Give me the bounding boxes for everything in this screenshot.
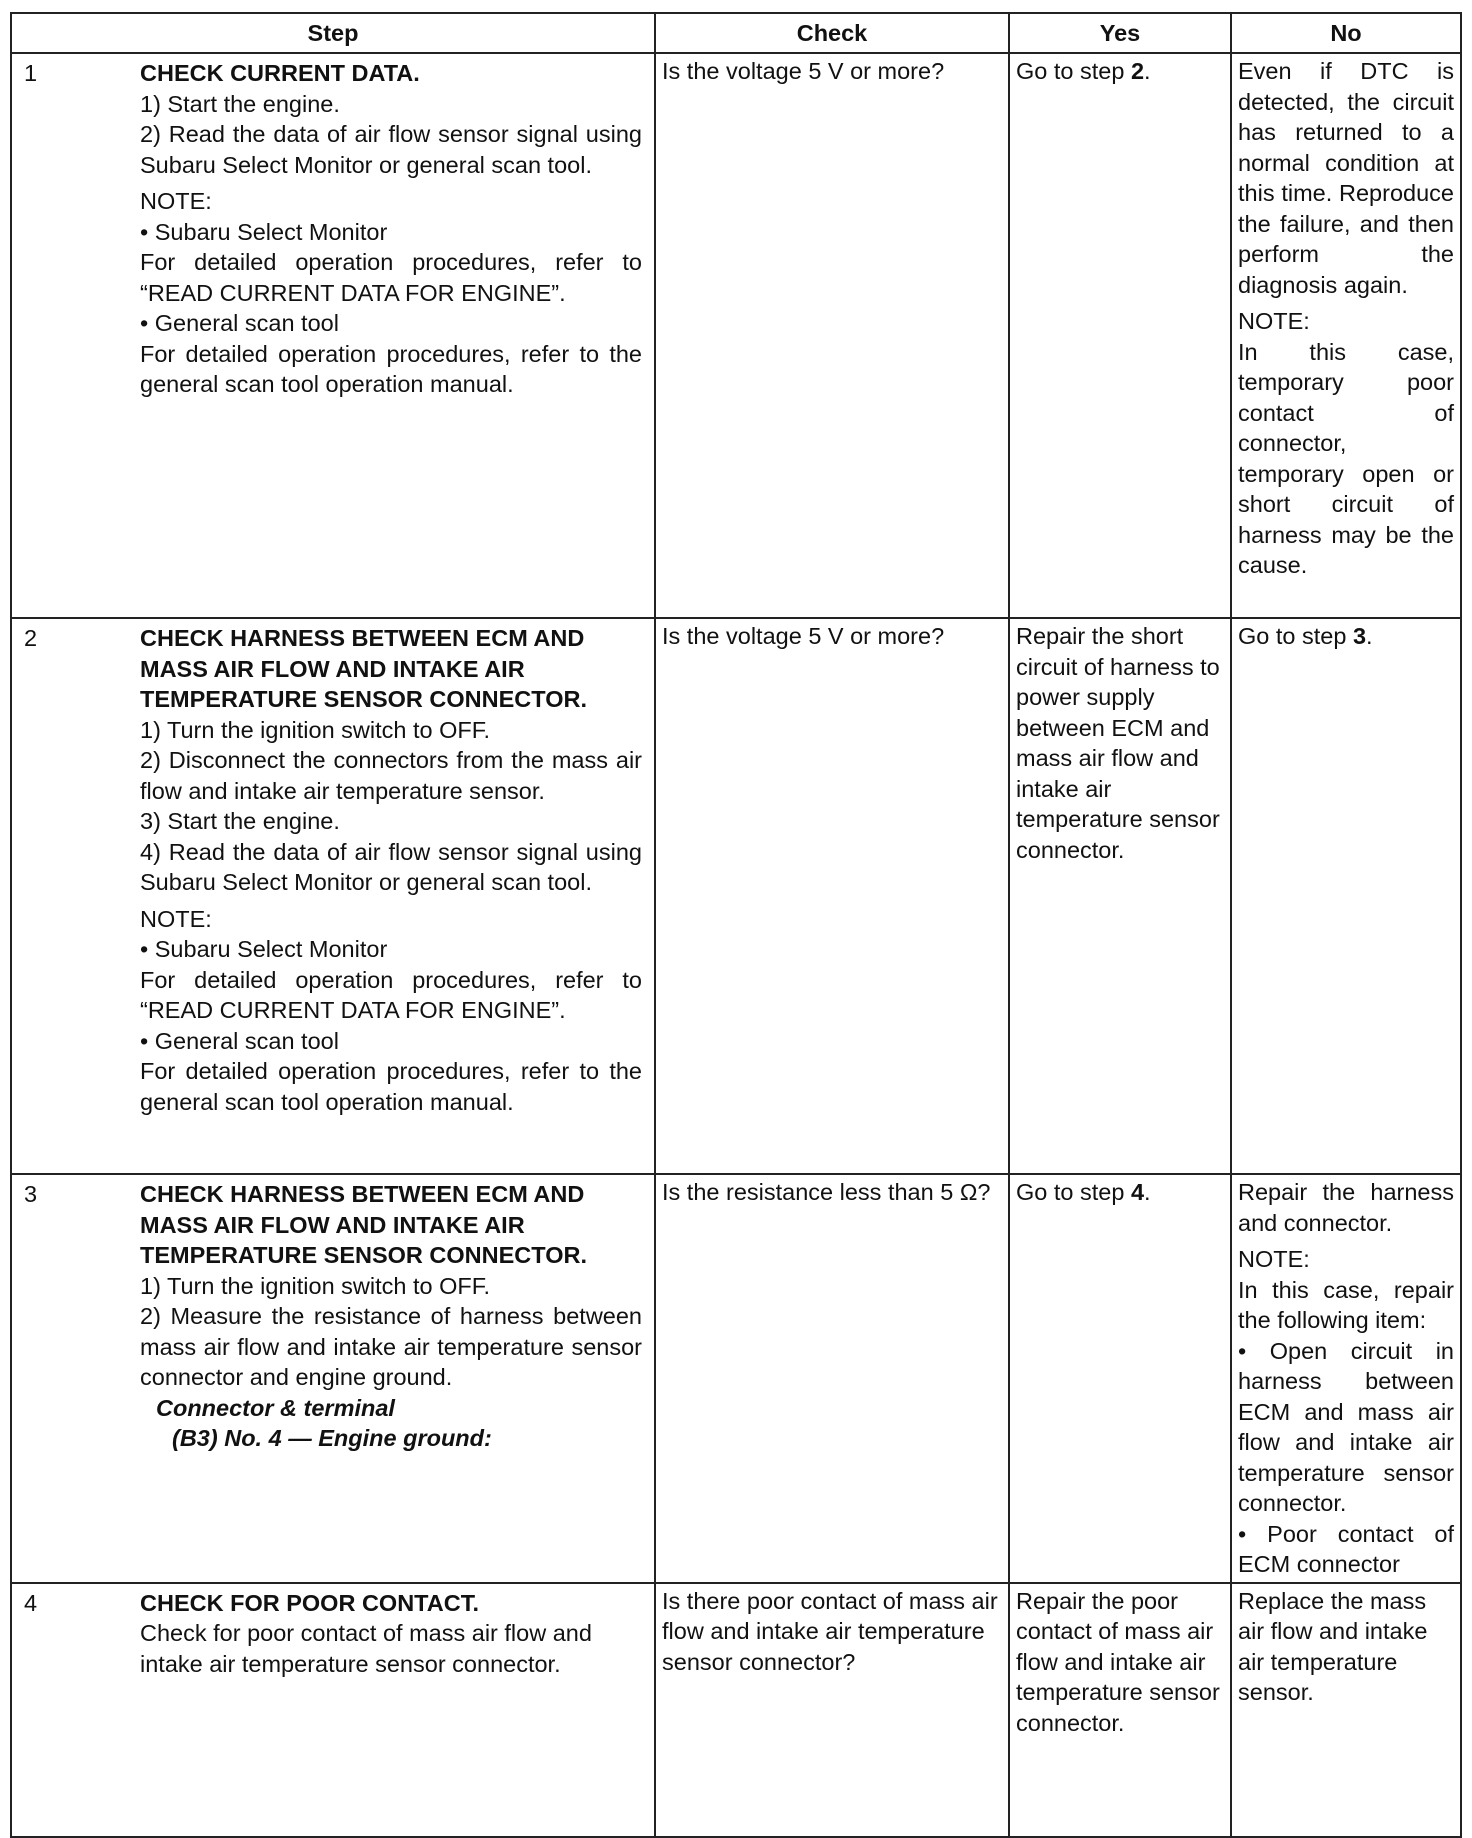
step-number: 1 xyxy=(24,60,38,86)
yes-text: Repair the short circuit of harness to power supply between ECM and mass air flow and intake air temperature sensor connector. xyxy=(1016,623,1220,863)
header-row xyxy=(11,13,1461,53)
no-suffix: . xyxy=(1366,623,1373,649)
step-cell xyxy=(11,1583,655,1837)
yes-step-link[interactable]: 2 xyxy=(1130,58,1145,84)
step-title: CHECK CURRENT DATA. xyxy=(140,60,420,86)
step-instruction: Check for poor contact of mass air flow and intake air temperature sensor connector. xyxy=(140,1620,592,1677)
step-instruction: 2) Disconnect the connectors from the mass air flow and intake air temperature sensor. xyxy=(140,747,642,804)
step-instruction: 1) Start the engine. xyxy=(140,90,340,117)
header-yes: Yes xyxy=(1009,13,1231,53)
note-line: For detailed operation procedures, refer to “READ CURRENT DATA FOR ENGINE”. xyxy=(140,249,642,306)
connector-terminal-value: (B3) No. 4 — Engine ground: xyxy=(172,1425,492,1451)
no-note-text: In this case, repair the following item: xyxy=(1238,1276,1454,1333)
no-list-item: • Poor contact of ECM connector xyxy=(1238,1520,1454,1577)
table-row-step-2 xyxy=(11,618,1461,1174)
table-row-step-4 xyxy=(11,1583,1461,1837)
no-note-label: NOTE: xyxy=(1238,1246,1310,1272)
step-instruction: 2) Measure the resistance of harness between mass air flow and intake air temperature sensor connector and engine ground. xyxy=(140,1303,642,1390)
step-title: CHECK HARNESS BETWEEN ECM AND MASS AIR FLOW AND INTAKE AIR TEMPERATURE SENSOR CONNECTOR. xyxy=(140,625,587,712)
no-text: Replace the mass air flow and intake air temperature sensor. xyxy=(1238,1587,1428,1705)
step-cell xyxy=(11,618,655,1174)
step-cell xyxy=(11,1174,655,1583)
no-prefix: Go to step xyxy=(1238,623,1353,649)
step-instruction: 4) Read the data of air flow sensor signal using Subaru Select Monitor or general scan tool. xyxy=(140,838,642,895)
note-line: For detailed operation procedures, refer to “READ CURRENT DATA FOR ENGINE”. xyxy=(140,966,642,1023)
no-cell xyxy=(1231,1174,1461,1583)
no-cell xyxy=(1231,53,1461,618)
check-question: Is there poor contact of mass air flow and intake air temperature sensor connector? xyxy=(662,1587,998,1675)
table-row-step-3 xyxy=(11,1174,1461,1583)
yes-prefix: Go to step xyxy=(1016,1179,1131,1205)
note-line: For detailed operation procedures, refer to the general scan tool operation manual. xyxy=(140,340,642,397)
check-cell xyxy=(655,618,1009,1174)
note-line: For detailed operation procedures, refer to the general scan tool operation manual. xyxy=(140,1058,642,1115)
step-number: 3 xyxy=(24,1181,38,1207)
yes-cell xyxy=(1009,1583,1231,1837)
check-cell xyxy=(655,1174,1009,1583)
connector-terminal-label: Connector & terminal xyxy=(156,1394,395,1421)
diagnostic-table xyxy=(10,12,1462,1838)
step-number: 4 xyxy=(24,1589,38,1616)
no-cell xyxy=(1231,618,1461,1174)
yes-prefix: Go to step xyxy=(1016,58,1131,84)
no-text: Repair the harness and connector. xyxy=(1238,1179,1454,1236)
step-title: CHECK HARNESS BETWEEN ECM AND MASS AIR FLOW AND INTAKE AIR TEMPERATURE SENSOR CONNECTOR. xyxy=(140,1181,587,1268)
yes-cell xyxy=(1009,618,1231,1174)
note-line: • Subaru Select Monitor xyxy=(140,936,388,962)
yes-cell xyxy=(1009,1174,1231,1583)
step-instruction: 1) Turn the ignition switch to OFF. xyxy=(140,716,491,743)
no-cell xyxy=(1231,1583,1461,1837)
note-line: • Subaru Select Monitor xyxy=(140,218,388,245)
no-text: Even if DTC is detected, the circuit has returned to a normal condition at this time. Reproduce the failure, and then perform the diagnosis again. xyxy=(1238,58,1454,298)
no-note-text: In this case, temporary poor contact of connector, temporary open or short circuit of harness may be the cause. xyxy=(1238,338,1454,578)
header-no: No xyxy=(1231,13,1461,53)
step-cell xyxy=(11,53,655,618)
note-line: • General scan tool xyxy=(140,310,339,336)
step-title: CHECK FOR POOR CONTACT. xyxy=(140,1589,480,1616)
no-note-label: NOTE: xyxy=(1238,308,1310,334)
step-number: 2 xyxy=(24,625,38,651)
step-instruction: 3) Start the engine. xyxy=(140,808,340,834)
yes-cell xyxy=(1009,53,1231,618)
no-list-item: • Open circuit in harness between ECM and mass air flow and intake air temperature sensor connector. xyxy=(1238,1337,1454,1516)
no-step-link[interactable]: 3 xyxy=(1352,623,1367,649)
step-instruction: 1) Turn the ignition switch to OFF. xyxy=(140,1272,491,1299)
yes-step-link[interactable]: 4 xyxy=(1130,1179,1145,1205)
note-line: • General scan tool xyxy=(140,1027,339,1054)
yes-suffix: . xyxy=(1144,1179,1151,1205)
table-row-step-1 xyxy=(11,53,1461,618)
check-cell xyxy=(655,1583,1009,1837)
step-instruction: 2) Read the data of air flow sensor signal using Subaru Select Monitor or general scan tool. xyxy=(140,121,642,178)
check-question: Is the voltage 5 V or more? xyxy=(662,58,945,84)
check-question: Is the resistance less than 5 Ω? xyxy=(662,1179,991,1205)
check-question: Is the voltage 5 V or more? xyxy=(662,623,945,649)
note-label: NOTE: xyxy=(140,905,212,932)
yes-text: Repair the poor contact of mass air flow and intake air temperature sensor connector. xyxy=(1016,1587,1220,1736)
header-step: Step xyxy=(11,13,655,53)
note-label: NOTE: xyxy=(140,188,212,214)
header-check: Check xyxy=(655,13,1009,53)
yes-suffix: . xyxy=(1144,58,1151,84)
check-cell xyxy=(655,53,1009,618)
